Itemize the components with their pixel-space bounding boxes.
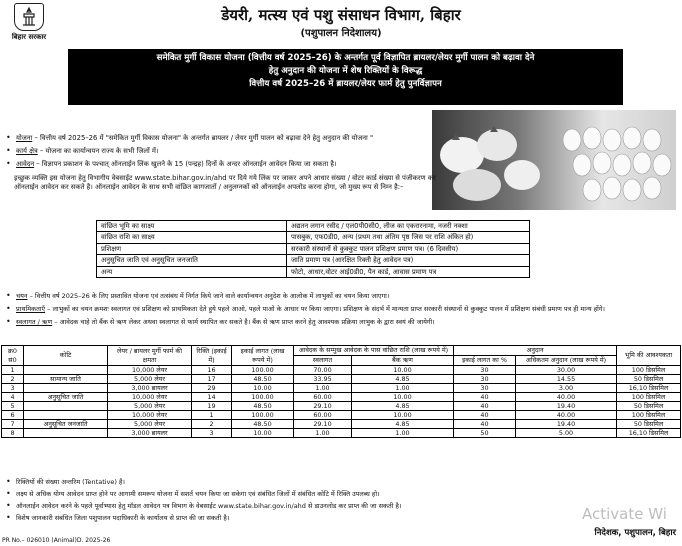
table-cell: 30 [454, 366, 516, 375]
column-header: अनुदान [454, 346, 617, 356]
banner-line: समेकित मुर्गी विकास योजना (वित्तीय वर्ष 2025–26) के अन्तर्गत पूर्व विज्ञापित ब्रायलर/लेयर मुर्गी पालन को बढ़ावा देने [156, 53, 535, 63]
table-cell: 100.00 [232, 411, 294, 420]
list-item [6, 292, 676, 301]
table-cell: 100 डिसमिल [617, 411, 681, 420]
table-cell [24, 402, 108, 411]
bullet-label: चयन [16, 292, 28, 300]
activate-windows-watermark: Activate Wi [582, 505, 667, 523]
requirements-table [96, 220, 530, 278]
emblem-label: बिहार सरकार [11, 33, 47, 41]
table-row [2, 384, 681, 393]
table-cell: वांछित राशि का साक्ष्य [97, 232, 287, 243]
table-cell: 100.00 [232, 366, 294, 375]
table-cell: 5.00 [516, 429, 617, 438]
table-row [97, 266, 530, 277]
table-cell: 29.10 [294, 402, 352, 411]
vacancy-table [1, 345, 681, 438]
table-cell: 19 [192, 402, 232, 411]
table-cell: 29 [192, 384, 232, 393]
column-header: क्र0 सं0 [2, 346, 24, 366]
table-cell: 50 डिसमिल [617, 375, 681, 384]
table-row [2, 393, 681, 402]
table-cell: 1.00 [294, 429, 352, 438]
note-text: विशेष जानकारी संबंधित जिला पशुपालन पदाधिकारी के कार्यालय से प्राप्त की जा सकती है। [16, 514, 230, 522]
table-cell: 16,10 डिसमिल [617, 384, 681, 393]
table-row [2, 375, 681, 384]
table-cell: 10.00 [232, 429, 294, 438]
table-cell: 7 [2, 420, 24, 429]
table-cell: 40 [454, 420, 516, 429]
table-cell: 60.00 [294, 411, 352, 420]
bullet-icon: • [6, 489, 11, 498]
table-cell: 1 [192, 411, 232, 420]
table-cell: 5,000 लेयर [108, 402, 192, 411]
table-cell: प्रशिक्षण [97, 243, 287, 254]
list-item [6, 160, 446, 169]
table-cell: अद्यतन लगान रसीद / एल0पी0सी0, लीज का एकरारनामा, नजरी नक्शा [287, 221, 530, 232]
column-header: बैंक ऋण [352, 356, 454, 366]
table-cell [24, 429, 108, 438]
table-cell: 70.00 [294, 366, 352, 375]
column-header: इकाई लागत (लाख रूपये में) [232, 346, 294, 366]
bullet-icon: • [6, 133, 11, 142]
column-header: कोटि [24, 346, 108, 366]
table-cell: अनुसूचित जाति [24, 393, 108, 402]
table-cell: 14.55 [516, 375, 617, 384]
bullet-icon: • [6, 304, 11, 313]
table-cell: 100 डिसमिल [617, 393, 681, 402]
table-cell: फोटो, आधार,वोटर आई0डी0, पैन कार्ड, आवास प्रमाण पत्र [287, 266, 530, 277]
bullet-label: कार्य क्षेत्र [16, 147, 38, 155]
table-cell: 1 [2, 366, 24, 375]
list-item [6, 305, 676, 314]
table-cell: 4.85 [352, 375, 454, 384]
table-cell: अनुसूचित जनजाति [24, 420, 108, 429]
website-instructions: इच्छुक व्यक्ति इस योजना हेतु विभागीय वेबसाईट www.state.bihar.gov.in/ahd पर दिये गये लिंक पर जाकर अपने आधार संख्या / वोटर कार्ड संख्या से पंजीकरण कर ऑनलाईन आवेदन कर सकते है। ऑनलाईन आवेदन के साथ सभी वांछित कागजातों / अनुलग्नकों को ऑनलाईन अपलोड करना होगा, जो मुख्य रूप से निम्न है:– [14, 174, 436, 191]
table-cell: 40.00 [516, 393, 617, 402]
table-cell [24, 384, 108, 393]
table-cell: अन्य [97, 266, 287, 277]
column-header: आवेदक के सम्मुख आवेदक के पास वांछित राशि (लाख रूपये में) [294, 346, 454, 356]
table-cell: 3,000 ब्रायलर [108, 429, 192, 438]
table-cell: 10,000 लेयर [108, 411, 192, 420]
table-cell: 50 [454, 429, 516, 438]
bullet-icon: • [6, 159, 11, 168]
signature: निदेशक, पशुपालन, बिहार [594, 528, 676, 538]
table-cell: 5,000 लेयर [108, 375, 192, 384]
list-item [6, 147, 446, 156]
table-cell: 29.10 [294, 420, 352, 429]
table-cell: 30.00 [516, 366, 617, 375]
banner-line: हेतु अनुदान की योजना में शेष रिक्तियों के विरूद्ध [268, 66, 423, 76]
table-cell: 17 [192, 375, 232, 384]
note-text: लक्ष्य से अधिक योग्य आवेदन प्राप्त होने पर आगामी समरूप योजना में सशर्त चयन किया जा सकेगा एवं संबंधित जिलों में संबंधित कोटि में रिक्ति उपलब्ध हो। [16, 490, 380, 498]
list-item [6, 514, 676, 523]
table-cell: 5 [2, 402, 24, 411]
table-cell: 60.00 [294, 393, 352, 402]
list-item [6, 490, 676, 499]
notes-section [6, 478, 676, 526]
column-header: रिक्ति (इकाई में) [192, 346, 232, 366]
table-cell: 19.40 [516, 402, 617, 411]
table-cell: वांछित भूमि का साक्ष्य [97, 221, 287, 232]
selection-section [6, 292, 676, 331]
bullet-label: स्वलागत / ऋण [16, 318, 53, 326]
intro-section [6, 134, 446, 173]
table-cell: 10.00 [352, 411, 454, 420]
table-cell: 4 [2, 393, 24, 402]
note-text: ऑनलाईन आवेदन करने के पहले पूर्वाभ्यास हेतु मॉडल आवेदन पत्र विभाग के वेबसाईट www.state.bihar.gov.in/ahd से डाउनलोड कर प्राप्त की जा सकती है। [16, 502, 402, 510]
table-cell: 2 [2, 375, 24, 384]
bullet-icon: • [6, 513, 11, 522]
bullet-label: योजना [16, 134, 33, 142]
table-cell: 2 [192, 420, 232, 429]
table-cell: 6 [2, 411, 24, 420]
column-header: स्वलागत [294, 356, 352, 366]
notice-banner [68, 49, 623, 105]
list-item [6, 478, 676, 487]
bullet-icon: • [6, 477, 11, 486]
department-subtitle: (पशुपालन निदेशालय) [300, 28, 382, 39]
table-cell: जाति प्रमाण पत्र (आरक्षित रिक्ती हेतु आवेदन पत्र) [287, 255, 530, 266]
table-cell: 10.00 [352, 366, 454, 375]
table-cell: 19.40 [516, 420, 617, 429]
table-cell: 5,000 लेयर [108, 420, 192, 429]
bullet-text: – लाभुकों का चयन क्रमशः स्वलागत एवं प्रशिक्षण को प्राथमिकता देते हुये पहले आओ, पहले पाओ के आधार पर किया जाएगा। प्रशिक्षण के संदर्भ में मान्यता प्राप्त सरकारी संस्थानों से कुक्कुट पालन में प्रशिक्षण संबंधी प्रमाण पत्र ही मान्य होंगे। [47, 305, 605, 313]
table-cell: 10,000 लेयर [108, 393, 192, 402]
table-row [97, 232, 530, 243]
table-cell: 4.85 [352, 420, 454, 429]
list-item [6, 134, 446, 143]
table-cell: 40 [454, 411, 516, 420]
table-cell: सरकारी संस्थानों से कुक्कुट पालन प्रशिक्षण प्रमाण पत्र। (6 दिवसीय) [287, 243, 530, 254]
table-cell: 10.00 [232, 384, 294, 393]
table-cell: 10,000 लेयर [108, 366, 192, 375]
table-cell: 16,10 डिसमिल [617, 429, 681, 438]
table-row [2, 420, 681, 429]
bullet-text: – वित्तीय वर्ष 2025–26 के लिए प्रस्तावित योजना एवं तत्संबंध में निर्गत किये जाने वाले कार्यान्वयन अनुदेश के आलोक में लाभुकों का चयन किया जाएगा। [29, 292, 390, 300]
table-row [2, 429, 681, 438]
table-row [97, 243, 530, 254]
table-cell: 3 [2, 384, 24, 393]
table-cell: 40 [454, 393, 516, 402]
poultry-eggs-photo [432, 110, 676, 210]
list-item [6, 502, 676, 511]
list-item [6, 318, 676, 327]
column-header: अधिकतम अनुदान (लाख रूपये में) [516, 356, 617, 366]
department-title: डेयरी, मत्स्य एवं पशु संसाधन विभाग, बिहार [221, 6, 461, 24]
table-cell: 1.00 [352, 384, 454, 393]
table-row [2, 402, 681, 411]
note-text: रिक्तियों की संख्या अन्तरिम (Tentative) है। [16, 478, 125, 486]
table-cell: 48.50 [232, 420, 294, 429]
table-cell: 10.00 [352, 393, 454, 402]
column-header: इकाई लागत का % [454, 356, 516, 366]
table-cell: 50 डिसमिल [617, 402, 681, 411]
table-row [97, 221, 530, 232]
table-cell: 3,000 ब्रायलर [108, 384, 192, 393]
table-row [2, 411, 681, 420]
table-cell: 1.00 [294, 384, 352, 393]
table-cell: सामान्य जाति [24, 375, 108, 384]
table-cell: 16 [192, 366, 232, 375]
bullet-icon: • [6, 146, 11, 155]
bullet-icon: • [6, 317, 11, 326]
bullet-text: – वित्तीय वर्ष 2025–26 में "समेकित मुर्गी विकास योजना" के अन्तर्गत ब्रायलर / लेयर मुर्गी पालन को बढ़ावा देने हेतु अनुदान की योजना " [34, 134, 374, 142]
table-cell: अनुसूचित जाति एवं अनुसूचित जनजाति [97, 255, 287, 266]
bullet-label: प्राथमिकताएँ [16, 305, 46, 313]
table-cell: 14 [192, 393, 232, 402]
table-cell: 1.00 [352, 429, 454, 438]
table-cell: 48.50 [232, 375, 294, 384]
table-cell [24, 411, 108, 420]
table-cell: 3.00 [516, 384, 617, 393]
table-cell: 3 [192, 429, 232, 438]
banner-line: वित्तीय वर्ष 2025–26 में ब्रायलर/लेयर फार्म हेतु पुनर्विज्ञापन [249, 79, 442, 89]
table-cell [24, 366, 108, 375]
table-cell: 33.95 [294, 375, 352, 384]
table-cell: 100 डिसमिल [617, 366, 681, 375]
table-cell: 4.85 [352, 402, 454, 411]
column-header: लेयर / ब्रायलर मुर्गी फार्म की क्षमता [108, 346, 192, 366]
bullet-text: – विज्ञापन प्रकाशन के पश्चात् ऑनलाईन लिंक खुलने के 15 (पन्द्रह) दिनों के अन्दर ऑनलाईन आवेदन किया जा सकता है। [36, 160, 337, 168]
table-row [2, 366, 681, 375]
table-cell: 100.00 [232, 393, 294, 402]
table-cell: 30 [454, 375, 516, 384]
table-cell: 40.00 [516, 411, 617, 420]
table-cell: पासबुक, एफ0डी0, अन्य (प्रथम तथा अंतिम पृष्ठ जिस पर राशि अंकित हो) [287, 232, 530, 243]
table-row [97, 255, 530, 266]
bullet-icon: • [6, 291, 11, 300]
bullet-text: – आवेदक चाहे तो बैंक से ऋण लेकर अथवा स्वलागत से फार्म स्थापित कर सकते है। बैंक से ऋण प्राप्त करने हेतु आवश्यक प्रक्रिया लाभुक के द्वारा स्वयं की जायेगी। [54, 318, 435, 326]
table-cell: 48.50 [232, 402, 294, 411]
table-cell: 30 [454, 384, 516, 393]
table-cell: 50 डिसमिल [617, 420, 681, 429]
bullet-icon: • [6, 501, 11, 510]
column-header: भूमि की आवश्यकता [617, 346, 681, 366]
bullet-label: आवेदन [16, 160, 35, 168]
table-cell: 8 [2, 429, 24, 438]
pr-number: PR No.– 026010 (Animal)D. 2025-26 [2, 536, 111, 544]
table-cell: 40 [454, 402, 516, 411]
bullet-text: – योजना का कार्यान्वयन राज्य के सभी जिलों में। [39, 147, 159, 155]
